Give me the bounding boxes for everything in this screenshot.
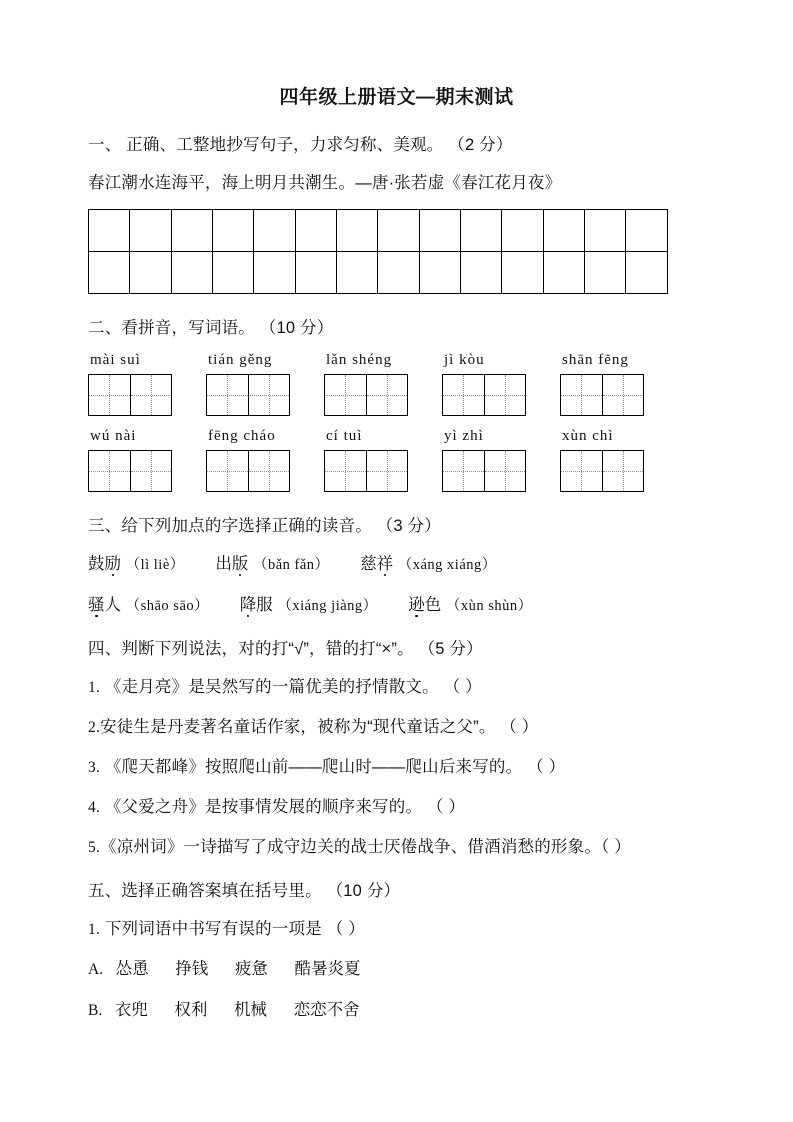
option-word: 疲惫 bbox=[234, 960, 268, 978]
grid-cell[interactable] bbox=[213, 252, 254, 294]
grid-cell[interactable] bbox=[502, 210, 543, 252]
grid-cell[interactable] bbox=[295, 210, 336, 252]
pinyin-label: xùn chì bbox=[562, 428, 614, 444]
item-number: 3. bbox=[88, 759, 101, 776]
pinyin-options[interactable]: （xùn shùn） bbox=[445, 598, 533, 614]
pinyin-label: cí tuì bbox=[326, 428, 363, 444]
grid-cell[interactable] bbox=[419, 210, 460, 252]
tianzige-cell[interactable] bbox=[561, 375, 602, 415]
word-suffix: 人 bbox=[104, 596, 121, 614]
pinyin-row-2 bbox=[88, 428, 713, 492]
dotted-character: 版 bbox=[232, 550, 249, 574]
grid-cell[interactable] bbox=[337, 210, 378, 252]
tianzige-box[interactable] bbox=[442, 374, 526, 416]
tianzige-cell[interactable] bbox=[602, 451, 643, 491]
choice-option-b[interactable] bbox=[88, 996, 713, 1020]
item-text: 安徒生是丹麦著名童话作家，被称为“现代童话之父”。 （ ） bbox=[100, 718, 539, 736]
option-word: 衣兜 bbox=[114, 1001, 148, 1019]
option-word: 酷暑炎夏 bbox=[294, 960, 361, 978]
option-label: B. bbox=[88, 1002, 103, 1019]
tianzige-box[interactable] bbox=[560, 450, 644, 492]
tianzige-cell[interactable] bbox=[89, 451, 130, 491]
pinyin-options[interactable]: （xáng xiáng） bbox=[397, 557, 497, 573]
section-1-quote: 春江潮水连海平，海上明月共潮生。—唐·张若虚《春江花月夜》 bbox=[88, 174, 562, 192]
dotted-character: 降 bbox=[240, 591, 257, 615]
grid-cell[interactable] bbox=[378, 252, 419, 294]
item-text: 《走月亮》是吴然写的一篇优美的抒情散文。 （ ） bbox=[104, 678, 482, 696]
item-text: 《爬天都峰》按照爬山前——爬山时——爬山后来写的。 （ ） bbox=[104, 758, 566, 776]
pinyin-label: yì zhì bbox=[444, 428, 484, 444]
item-text: 下列词语中书写有误的一项是 （ ） bbox=[104, 920, 365, 938]
dotted-character: 骚 bbox=[88, 591, 105, 615]
grid-cell[interactable] bbox=[89, 252, 130, 294]
tianzige-cell[interactable] bbox=[366, 375, 407, 415]
tianzige-cell[interactable] bbox=[443, 451, 484, 491]
grid-cell[interactable] bbox=[171, 252, 212, 294]
option-label: A. bbox=[88, 961, 104, 978]
tianzige-box[interactable] bbox=[206, 450, 290, 492]
word-suffix: 服 bbox=[256, 596, 273, 614]
item-text: 《父爱之舟》是按事情发展的顺序来写的。 （ ） bbox=[104, 798, 466, 816]
tianzige-box[interactable] bbox=[324, 450, 408, 492]
pinyin-word-block bbox=[206, 352, 290, 416]
pinyin-options[interactable]: （lì liè） bbox=[125, 557, 185, 573]
reading-choice-item[interactable] bbox=[215, 550, 329, 574]
item-number: 2. bbox=[88, 719, 101, 736]
grid-cell[interactable] bbox=[378, 210, 419, 252]
tianzige-cell[interactable] bbox=[602, 375, 643, 415]
tianzige-cell[interactable] bbox=[89, 375, 130, 415]
option-word: 挣钱 bbox=[175, 960, 209, 978]
item-text: 《凉州词》一诗描写了成守边关的战士厌倦战争、借酒消愁的形象。（ ） bbox=[100, 838, 631, 856]
reading-choice-item[interactable] bbox=[408, 591, 532, 615]
tianzige-cell[interactable] bbox=[366, 451, 407, 491]
reading-choice-item[interactable] bbox=[88, 591, 209, 615]
pinyin-options[interactable]: （xiáng jiàng） bbox=[277, 598, 378, 614]
reading-choice-item[interactable] bbox=[360, 550, 497, 574]
word-suffix: 色 bbox=[424, 596, 442, 614]
option-word: 怂恿 bbox=[115, 960, 149, 978]
table-row[interactable] bbox=[89, 210, 668, 252]
word-prefix: 出 bbox=[215, 555, 232, 573]
tianzige-cell[interactable] bbox=[130, 375, 171, 415]
grid-cell[interactable] bbox=[461, 210, 502, 252]
dotted-character: 励 bbox=[105, 550, 122, 574]
pinyin-options[interactable]: （shāo sāo） bbox=[125, 598, 210, 614]
pinyin-label: fēng cháo bbox=[208, 428, 276, 444]
grid-cell[interactable] bbox=[130, 252, 171, 294]
pinyin-word-block bbox=[324, 428, 408, 492]
choice-option-a[interactable] bbox=[88, 955, 713, 979]
paper-body bbox=[88, 131, 713, 1020]
tianzige-box[interactable] bbox=[206, 374, 290, 416]
option-word: 机械 bbox=[234, 1001, 267, 1019]
pinyin-label: tián gěng bbox=[208, 352, 273, 368]
grid-cell[interactable] bbox=[626, 252, 668, 294]
truefalse-item-1[interactable] bbox=[88, 673, 713, 697]
pinyin-word-block bbox=[206, 428, 290, 492]
pinyin-word-block bbox=[442, 428, 526, 492]
tianzige-box[interactable] bbox=[324, 374, 408, 416]
tianzige-box[interactable] bbox=[88, 374, 172, 416]
item-number: 1. bbox=[88, 679, 101, 696]
grid-cell[interactable] bbox=[89, 210, 130, 252]
section-3-heading: 三、给下列加点的字选择正确的读音。 （3 分） bbox=[88, 517, 441, 535]
grid-cell[interactable] bbox=[171, 210, 212, 252]
section-4-heading: 四、判断下列说法，对的打“√”，错的打“×”。 （5 分） bbox=[88, 640, 483, 658]
grid-cell[interactable] bbox=[130, 210, 171, 252]
pinyin-label: lǎn shéng bbox=[326, 352, 393, 368]
word-prefix: 慈 bbox=[360, 555, 377, 573]
pinyin-label: shān fēng bbox=[562, 352, 629, 368]
table-row[interactable] bbox=[89, 252, 668, 294]
pinyin-options[interactable]: （bǎn fǎn） bbox=[252, 557, 330, 573]
tianzige-cell[interactable] bbox=[207, 451, 248, 491]
grid-cell[interactable] bbox=[213, 210, 254, 252]
pinyin-label: mài suì bbox=[90, 352, 141, 368]
tianzige-cell[interactable] bbox=[484, 375, 525, 415]
grid-cell[interactable] bbox=[461, 252, 502, 294]
grid-cell[interactable] bbox=[543, 210, 584, 252]
word-prefix: 鼓 bbox=[88, 555, 105, 573]
dotted-character: 祥 bbox=[377, 550, 394, 574]
pinyin-word-block bbox=[442, 352, 526, 416]
tianzige-box[interactable] bbox=[560, 374, 644, 416]
grid-cell[interactable] bbox=[254, 252, 295, 294]
copy-writing-grid[interactable] bbox=[88, 209, 668, 294]
tianzige-cell[interactable] bbox=[561, 451, 602, 491]
section-1-heading: 一、 正确、工整地抄写句子，力求匀称、美观。 （2 分） bbox=[88, 136, 513, 154]
pinyin-label: jì kòu bbox=[444, 352, 485, 368]
tianzige-cell[interactable] bbox=[325, 375, 366, 415]
pinyin-word-block bbox=[324, 352, 408, 416]
tianzige-box[interactable] bbox=[88, 450, 172, 492]
grid-cell[interactable] bbox=[585, 252, 626, 294]
pinyin-row-1 bbox=[88, 352, 713, 416]
item-number: 1. bbox=[88, 921, 101, 938]
option-word: 恋恋不舍 bbox=[293, 1001, 360, 1019]
reading-choice-row-1 bbox=[88, 550, 713, 574]
tianzige-cell[interactable] bbox=[443, 375, 484, 415]
tianzige-cell[interactable] bbox=[207, 375, 248, 415]
option-word: 权利 bbox=[174, 1001, 208, 1019]
tianzige-cell[interactable] bbox=[325, 451, 366, 491]
choice-question-1[interactable] bbox=[88, 915, 713, 939]
pinyin-word-block bbox=[88, 428, 172, 492]
tianzige-cell[interactable] bbox=[130, 451, 171, 491]
reading-choice-item[interactable] bbox=[240, 591, 378, 615]
section-5-heading: 五、选择正确答案填在括号里。 （10 分） bbox=[88, 882, 401, 900]
copy-writing-grid-body bbox=[89, 210, 668, 294]
pinyin-label: wú nài bbox=[90, 428, 137, 444]
truefalse-item-3[interactable] bbox=[88, 753, 713, 777]
item-number: 4. bbox=[88, 799, 101, 816]
tianzige-cell[interactable] bbox=[484, 451, 525, 491]
grid-cell[interactable] bbox=[419, 252, 460, 294]
truefalse-item-5[interactable] bbox=[88, 833, 713, 857]
section-2-heading: 二、看拼音，写词语。 （10 分） bbox=[88, 319, 334, 337]
grid-cell[interactable] bbox=[543, 252, 584, 294]
dotted-character: 逊 bbox=[408, 591, 425, 615]
grid-cell[interactable] bbox=[337, 252, 378, 294]
grid-cell[interactable] bbox=[254, 210, 295, 252]
truefalse-item-4[interactable] bbox=[88, 793, 713, 817]
grid-cell[interactable] bbox=[626, 210, 668, 252]
pinyin-word-block bbox=[88, 352, 172, 416]
pinyin-word-block bbox=[560, 352, 644, 416]
reading-choice-row-2 bbox=[88, 591, 713, 615]
page-title: 四年级上册语文—期末测试 bbox=[279, 87, 514, 108]
reading-choice-item[interactable] bbox=[88, 550, 185, 574]
tianzige-cell[interactable] bbox=[248, 375, 289, 415]
tianzige-box[interactable] bbox=[442, 450, 526, 492]
item-number: 5. bbox=[88, 839, 101, 856]
grid-cell[interactable] bbox=[502, 252, 543, 294]
pinyin-word-block bbox=[560, 428, 644, 492]
tianzige-cell[interactable] bbox=[248, 451, 289, 491]
grid-cell[interactable] bbox=[585, 210, 626, 252]
grid-cell[interactable] bbox=[295, 252, 336, 294]
truefalse-item-2[interactable] bbox=[88, 713, 713, 737]
